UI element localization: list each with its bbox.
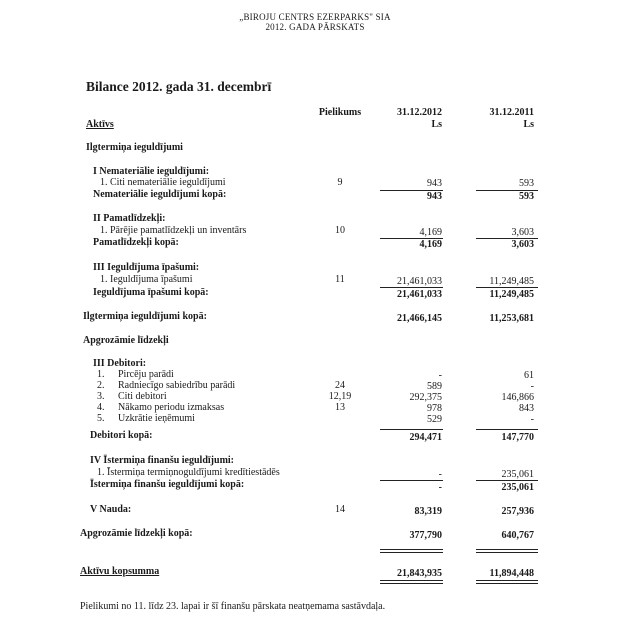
debtor-num: 2. <box>97 380 105 391</box>
short-term-item-label: 1. Īstermiņa termiņnoguldījumi kredītiestādēs <box>97 467 280 478</box>
rule <box>380 429 443 430</box>
grand-total-label: Aktīvu kopsumma <box>80 566 160 577</box>
company-name: „BIROJU CENTRS EZERPARKS" SIA <box>239 12 391 22</box>
investment-item-note: 11 <box>335 274 345 285</box>
debtor-2012: 292,375 <box>409 392 442 403</box>
debtor-2012: - <box>438 370 442 381</box>
short-term-item-2011: 235,061 <box>501 469 534 480</box>
debtor-note: 12,19 <box>328 391 352 402</box>
debtor-2011: - <box>530 381 534 392</box>
investment-total-2012: 21,461,033 <box>397 289 442 300</box>
debtor-2011: - <box>530 414 534 425</box>
rule <box>380 480 443 481</box>
short-term-total-2011: 235,061 <box>501 482 534 493</box>
current-total-2011: 640,767 <box>501 530 534 541</box>
investment-heading: III Ieguldījuma īpašumi: <box>93 262 200 273</box>
intangible-item-note: 9 <box>337 177 343 188</box>
debtor-num: 1. <box>97 369 105 380</box>
current-heading: Apgrozāmie līdzekļi <box>83 335 169 346</box>
cash-2012: 83,319 <box>414 506 442 517</box>
intangible-total-label: Nemateriālie ieguldījumi kopā: <box>93 189 227 200</box>
col-2011-date: 31.12.2011 <box>489 107 534 118</box>
debtor-note: 24 <box>335 380 345 391</box>
double-rule <box>380 580 443 584</box>
cash-label: V Nauda: <box>90 504 132 515</box>
aktivs-heading: Aktīvs <box>86 119 114 130</box>
col-2012-unit: Ls <box>431 119 442 130</box>
fixed-item-2011: 3,603 <box>511 227 534 238</box>
intangible-item-label: 1. Citi nemateriālie ieguldījumi <box>100 177 226 188</box>
debtor-2012: 529 <box>427 414 442 425</box>
debtor-note: 13 <box>335 402 345 413</box>
col-2012-date: 31.12.2012 <box>397 107 442 118</box>
long-term-total-2012: 21,466,145 <box>397 313 442 324</box>
investment-item-label: 1. Ieguldījuma īpašumi <box>100 274 193 285</box>
rule <box>476 480 538 481</box>
debtor-label: Radniecīgo sabiedrību parādi <box>118 380 236 391</box>
col-2011-header <box>490 107 534 131</box>
debtor-num: 4. <box>97 402 105 413</box>
report-title: 2012. GADA PĀRSKATS <box>265 22 365 32</box>
long-term-total-2011: 11,253,681 <box>489 313 534 324</box>
cash-note: 14 <box>335 504 345 515</box>
fixed-total-2011: 3,603 <box>511 239 534 250</box>
debtors-total-label: Debitori kopā: <box>90 430 153 441</box>
fixed-total-label: Pamatlīdzekļi kopā: <box>93 237 179 248</box>
page-title: Bilance 2012. gada 31. decembrī <box>86 79 272 94</box>
short-term-item-2012: - <box>438 469 442 480</box>
rule <box>380 287 443 288</box>
fixed-item-label: 1. Pārējie pamatlīdzekļi un inventārs <box>100 225 247 236</box>
short-term-total-label: Īstermiņa finanšu ieguldījumi kopā: <box>90 479 245 490</box>
debtors-heading: III Debitori: <box>93 358 147 369</box>
double-rule <box>380 549 443 553</box>
investment-total-label: Ieguldījuma īpašumi kopā: <box>93 287 209 298</box>
debtor-label: Citi debitori <box>118 391 167 402</box>
investment-item-2012: 21,461,033 <box>397 276 442 287</box>
footnote: Pielikumi no 11. līdz 23. lapai ir šī finanšu pārskata neatņemama sastāvdaļa. <box>80 601 386 612</box>
grand-total-2011: 11,894,448 <box>489 568 534 579</box>
long-term-heading: Ilgtermiņa ieguldījumi <box>86 142 183 153</box>
investment-item-2011: 11,249,485 <box>489 276 534 287</box>
debtor-label: Nākamo periodu izmaksas <box>118 402 225 413</box>
debtor-num: 5. <box>97 413 105 424</box>
debtor-2012: 978 <box>427 403 442 414</box>
col-2011-unit: Ls <box>523 119 534 130</box>
debtor-2012: 589 <box>427 381 442 392</box>
intangible-total-2012: 943 <box>427 191 442 202</box>
debtor-2011: 146,866 <box>501 392 534 403</box>
rule <box>476 287 538 288</box>
intangible-item-2011: 593 <box>519 178 534 189</box>
debtors-total-2011: 147,770 <box>501 432 534 443</box>
double-rule <box>476 549 538 553</box>
fixed-heading: II Pamatlīdzekļi: <box>93 213 166 224</box>
debtor-2011: 843 <box>519 403 534 414</box>
intangible-item-2012: 943 <box>427 178 442 189</box>
investment-total-2011: 11,249,485 <box>489 289 534 300</box>
col-2012-header <box>397 107 442 131</box>
debtor-2011: 61 <box>524 370 534 381</box>
short-term-total-2012: - <box>438 482 442 493</box>
debtors-total-2012: 294,471 <box>409 432 442 443</box>
current-total-label: Apgrozāmie līdzekļi kopā: <box>80 528 193 539</box>
debtor-label: Pircēju parādi <box>118 369 174 380</box>
grand-total-2012: 21,843,935 <box>397 568 442 579</box>
col-note-header: Pielikums <box>318 107 362 118</box>
debtor-label: Uzkrātie ieņēmumi <box>118 413 195 424</box>
cash-2011: 257,936 <box>501 506 534 517</box>
intangible-heading: I Nemateriālie ieguldījumi: <box>93 166 210 177</box>
rule <box>476 429 538 430</box>
debtor-num: 3. <box>97 391 105 402</box>
intangible-total-2011: 593 <box>519 191 534 202</box>
double-rule <box>476 580 538 584</box>
fixed-item-note: 10 <box>335 225 345 236</box>
short-term-heading: IV Īstermiņa finanšu ieguldījumi: <box>90 455 235 466</box>
fixed-item-2012: 4,169 <box>419 227 442 238</box>
fixed-total-2012: 4,169 <box>419 239 442 250</box>
long-term-total-label: Ilgtermiņa ieguldījumi kopā: <box>83 311 207 322</box>
current-total-2012: 377,790 <box>409 530 442 541</box>
